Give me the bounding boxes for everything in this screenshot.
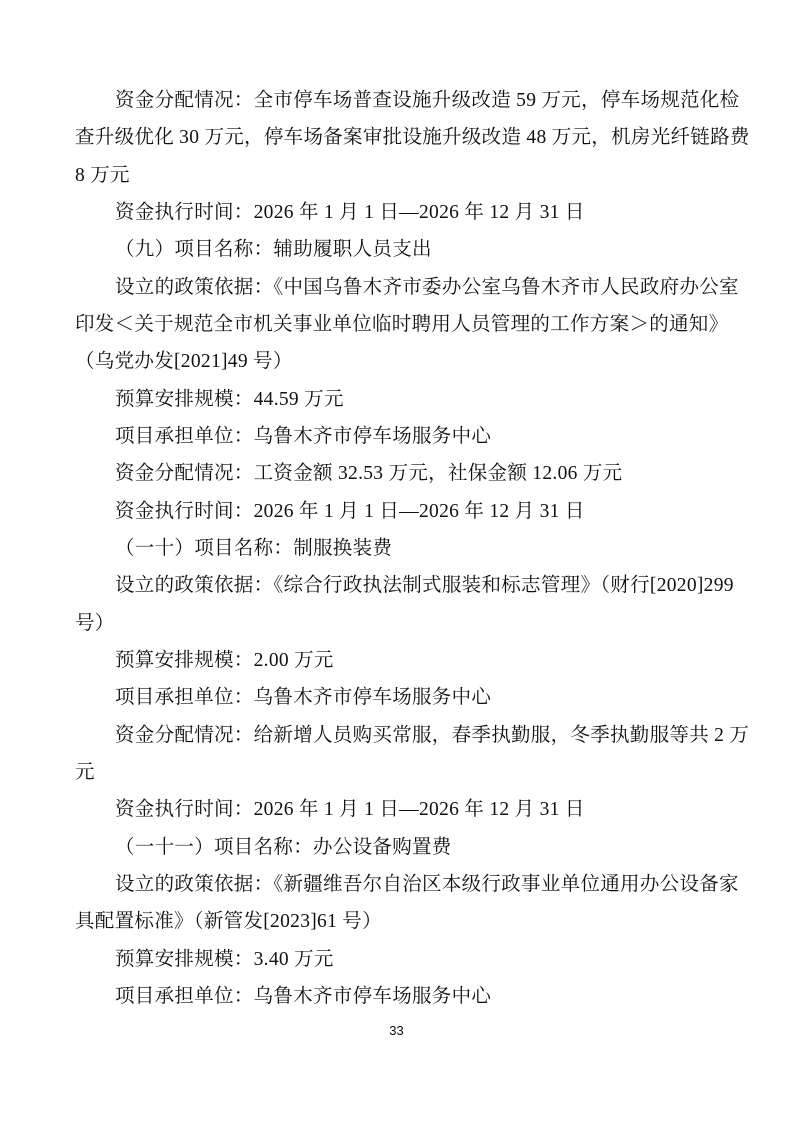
paragraph-project-name-10: [75, 530, 715, 567]
document-line: 查升级优化 30 万元，停车场备案审批设施升级改造 48 万元，机房光纤链路费: [75, 127, 750, 149]
document-line: 项目承担单位：乌鲁木齐市停车场服务中心: [115, 687, 492, 709]
document-line: 资金分配情况：工资金额 32.53 万元，社保金额 12.06 万元: [115, 463, 623, 485]
document-line: 具配置标准》（新管发[2023]61 号）: [75, 911, 382, 933]
document-line: 预算安排规模：2.00 万元: [115, 649, 334, 671]
paragraph-budget-scale: [75, 381, 715, 418]
paragraph-fund-execution-time: [75, 194, 715, 231]
document-line: 项目承担单位：乌鲁木齐市停车场服务中心: [115, 425, 492, 447]
paragraph-fund-execution-time: [75, 493, 715, 530]
paragraph-fund-allocation: [75, 455, 715, 492]
paragraph-policy-basis: [75, 269, 739, 381]
document-line: 元: [75, 761, 95, 783]
document-line: （一十一）项目名称：办公设备购置费: [115, 836, 452, 858]
document-line: （九）项目名称：辅助履职人员支出: [115, 239, 432, 261]
paragraph-fund-allocation: [75, 717, 750, 792]
document-line: 预算安排规模：3.40 万元: [115, 948, 334, 970]
paragraph-budget-scale: [75, 642, 715, 679]
paragraph-undertaking-unit: [75, 679, 715, 716]
page-footer: [0, 1022, 793, 1040]
document-line: 项目承担单位：乌鲁木齐市停车场服务中心: [115, 985, 492, 1007]
document-line: 资金分配情况：全市停车场普查设施升级改造 59 万元，停车场规范化检: [115, 90, 740, 111]
paragraph-policy-basis: [75, 567, 734, 642]
document-line: 设立的政策依据：《综合行政执法制式服装和标志管理》（财行[2020]299: [115, 575, 734, 597]
document-line: 印发＜关于规范全市机关事业单位临时聘用人员管理的工作方案＞的通知》: [75, 313, 729, 335]
document-line: （乌党办发[2021]49 号）: [75, 351, 293, 373]
paragraph-project-name-11: [75, 829, 715, 866]
document-line: 资金执行时间：2026 年 1 月 1 日—2026 年 12 月 31 日: [115, 500, 585, 522]
document-line: 资金分配情况：给新增人员购买常服，春季执勤服，冬季执勤服等共 2 万: [115, 724, 750, 746]
page-number: 33: [389, 1023, 404, 1038]
document-line: 号）: [75, 612, 115, 634]
document-content: [75, 82, 750, 1015]
document-line: （一十）项目名称：制服换装费: [115, 537, 393, 559]
document-line: 设立的政策依据：《新疆维吾尔自治区本级行政事业单位通用办公设备家: [115, 873, 739, 895]
paragraph-undertaking-unit: [75, 978, 715, 1015]
paragraph-policy-basis: [75, 866, 739, 941]
paragraph-project-name-9: [75, 231, 715, 268]
paragraph-undertaking-unit: [75, 418, 715, 455]
paragraph-fund-allocation: [75, 82, 750, 194]
paragraph-fund-execution-time: [75, 791, 715, 828]
document-line: 8 万元: [75, 164, 130, 186]
document-line: 资金执行时间：2026 年 1 月 1 日—2026 年 12 月 31 日: [115, 799, 585, 821]
document-line: 预算安排规模：44.59 万元: [115, 388, 344, 410]
document-line: 资金执行时间：2026 年 1 月 1 日—2026 年 12 月 31 日: [115, 201, 585, 223]
paragraph-budget-scale: [75, 941, 715, 978]
document-line: 设立的政策依据：《中国乌鲁木齐市委办公室乌鲁木齐市人民政府办公室: [115, 276, 739, 298]
